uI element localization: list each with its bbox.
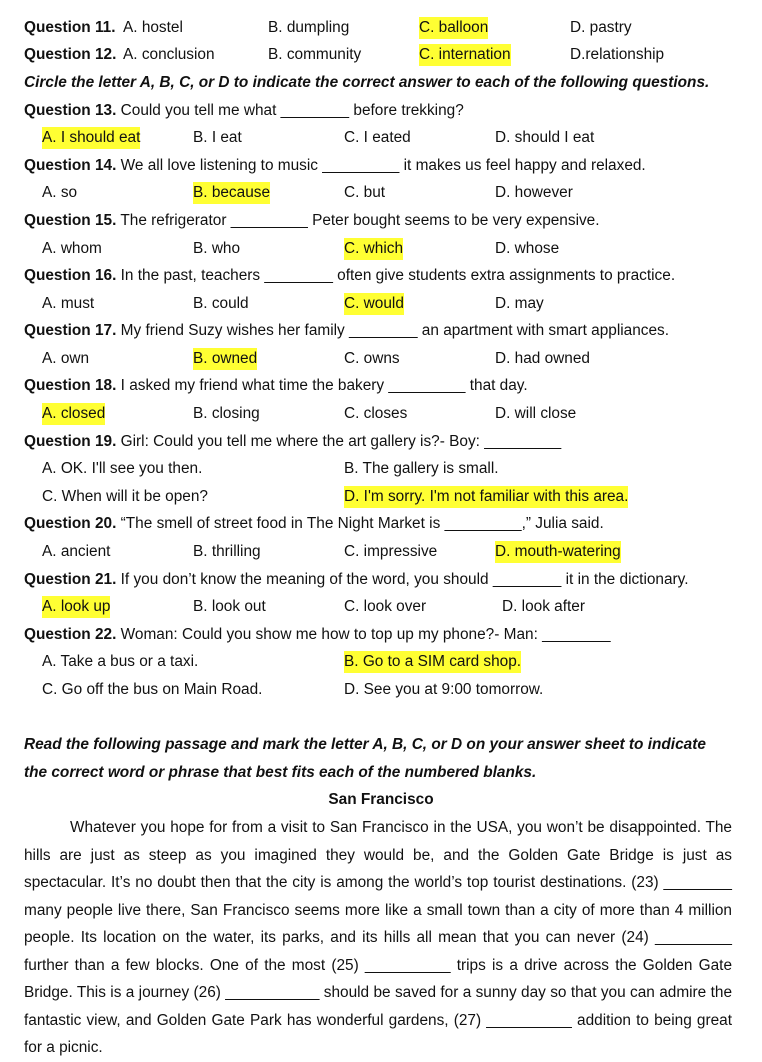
question-label: Question 19. bbox=[24, 433, 117, 450]
question-label: Question 11. bbox=[24, 19, 116, 36]
question-text: an apartment with smart appliances. bbox=[421, 322, 670, 339]
passage-body bbox=[24, 814, 732, 1062]
option-c-highlighted: C. balloon bbox=[419, 17, 488, 39]
question-19-stem bbox=[24, 431, 561, 453]
option-c-highlighted: C. internation bbox=[419, 44, 511, 66]
option-d: D. however bbox=[495, 184, 573, 201]
question-label: Question 17. bbox=[24, 322, 117, 339]
option-d: D. should I eat bbox=[495, 129, 595, 146]
instruction-passage-line-2: the correct word or phrase that best fits each of the numbered blanks. bbox=[24, 764, 537, 781]
question-text: Girl: Could you tell me where the art gallery is?- Boy: bbox=[120, 433, 480, 450]
question-12-label-line bbox=[24, 44, 116, 66]
option-d: D. may bbox=[495, 295, 544, 312]
option-a-highlighted: A. look up bbox=[42, 596, 110, 618]
question-text: it in the dictionary. bbox=[565, 571, 689, 588]
option-d-highlighted: D. I'm sorry. I'm not familiar with this area. bbox=[344, 486, 628, 508]
answer-blank: ________ bbox=[280, 102, 350, 119]
option-a: A. whom bbox=[42, 240, 102, 257]
question-20-stem bbox=[24, 513, 604, 535]
answer-blank: _________ bbox=[388, 377, 466, 394]
answer-blank: ________ bbox=[264, 267, 333, 284]
option-d: D. whose bbox=[495, 240, 560, 257]
question-label: Question 12. bbox=[24, 46, 117, 63]
question-text: In the past, teachers bbox=[120, 267, 261, 284]
question-text: I asked my friend what time the bakery bbox=[120, 377, 385, 394]
question-text: “The smell of street food in The Night Market is bbox=[120, 515, 441, 532]
answer-blank: _________ bbox=[230, 212, 308, 229]
option-c: C. Go off the bus on Main Road. bbox=[42, 681, 263, 698]
option-d: D. look after bbox=[502, 598, 585, 615]
option-b-highlighted: B. owned bbox=[193, 348, 257, 370]
option-c: C. closes bbox=[344, 405, 408, 422]
question-label: Question 15. bbox=[24, 212, 117, 229]
passage-title: San Francisco bbox=[328, 791, 434, 808]
option-c: C. but bbox=[344, 184, 386, 201]
option-d: D. pastry bbox=[570, 19, 632, 36]
question-18-stem bbox=[24, 375, 528, 397]
option-a: A. Take a bus or a taxi. bbox=[42, 653, 199, 670]
question-label: Question 20. bbox=[24, 515, 117, 532]
question-label: Question 22. bbox=[24, 626, 117, 643]
question-13-stem bbox=[24, 100, 464, 122]
option-b: B. dumpling bbox=[268, 19, 350, 36]
option-d: D. will close bbox=[495, 405, 577, 422]
question-label: Question 14. bbox=[24, 157, 117, 174]
option-c: C. I eated bbox=[344, 129, 411, 146]
option-c: C. impressive bbox=[344, 543, 438, 560]
option-a-highlighted: A. closed bbox=[42, 403, 105, 425]
question-text: ,” Julia said. bbox=[521, 515, 604, 532]
question-text: that day. bbox=[469, 377, 528, 394]
option-d: D. See you at 9:00 tomorrow. bbox=[344, 681, 544, 698]
question-label: Question 13. bbox=[24, 102, 117, 119]
question-text: before trekking? bbox=[353, 102, 464, 119]
option-b: B. thrilling bbox=[193, 543, 261, 560]
option-c: C. owns bbox=[344, 350, 400, 367]
option-c: C. When will it be open? bbox=[42, 488, 208, 505]
question-text: it makes us feel happy and relaxed. bbox=[403, 157, 646, 174]
question-text: Peter bought seems to be very expensive. bbox=[312, 212, 600, 229]
answer-blank: ________ bbox=[492, 571, 562, 588]
question-text: If you don’t know the meaning of the word, you should bbox=[120, 571, 489, 588]
option-b: B. I eat bbox=[193, 129, 242, 146]
option-b: B. community bbox=[268, 46, 362, 63]
question-17-stem bbox=[24, 320, 669, 342]
question-text: The refrigerator bbox=[120, 212, 227, 229]
option-c-highlighted: C. which bbox=[344, 238, 403, 260]
question-text: Could you tell me what bbox=[120, 102, 277, 119]
option-a: A. conclusion bbox=[123, 46, 215, 63]
question-15-stem bbox=[24, 210, 600, 232]
option-d: D.relationship bbox=[570, 46, 665, 63]
question-11-label-line bbox=[24, 17, 116, 39]
question-label: Question 16. bbox=[24, 267, 117, 284]
option-d-highlighted: D. mouth-watering bbox=[495, 541, 621, 563]
option-b: B. look out bbox=[193, 598, 266, 615]
question-22-stem bbox=[24, 624, 611, 646]
question-label: Question 18. bbox=[24, 377, 117, 394]
question-label: Question 21. bbox=[24, 571, 117, 588]
question-text: We all love listening to music bbox=[120, 157, 318, 174]
answer-blank: _________ bbox=[444, 515, 522, 532]
option-a: A. so bbox=[42, 184, 78, 201]
question-21-stem bbox=[24, 569, 689, 591]
question-14-stem bbox=[24, 155, 646, 177]
answer-blank: _________ bbox=[322, 157, 400, 174]
option-b-highlighted: B. Go to a SIM card shop. bbox=[344, 651, 521, 673]
question-text: Woman: Could you show me how to top up my phone?- Man: bbox=[120, 626, 538, 643]
option-a: A. own bbox=[42, 350, 90, 367]
question-16-stem bbox=[24, 265, 675, 287]
option-b: B. who bbox=[193, 240, 241, 257]
answer-blank: _________ bbox=[484, 433, 562, 450]
option-c-highlighted: C. would bbox=[344, 293, 404, 315]
question-text: often give students extra assignments to practice. bbox=[337, 267, 676, 284]
option-a: A. ancient bbox=[42, 543, 111, 560]
option-a: A. OK. I'll see you then. bbox=[42, 460, 203, 477]
option-a: A. must bbox=[42, 295, 95, 312]
option-b: B. The gallery is small. bbox=[344, 460, 499, 477]
passage-text: Whatever you hope for from a visit to San Francisco in the USA, you won’t be disappointed. The hills are just as steep as you imagined they would be, and the Golden Gate Bridge is just as spectacular. It’s no doubt then that the city is among the world’s top tourist destinations. (23) ________ many people live there, San Francisco seems more like a small town than a city of more than 4 million people. Its location on the water, its parks, and its hills all mean that you can never (24) _________ further than a few blocks. One of the most (25) __________ trips is a drive across the Golden Gate Bridge. This is a journey (26) ___________ should be saved for a sunny day so that you can admire the fantastic view, and Golden Gate Park has wonderful gardens, (27) __________ addition to being great for a picnic. bbox=[24, 819, 732, 1056]
option-b: B. closing bbox=[193, 405, 260, 422]
answer-blank: ________ bbox=[349, 322, 418, 339]
question-text: My friend Suzy wishes her family bbox=[120, 322, 345, 339]
option-d: D. had owned bbox=[495, 350, 590, 367]
instruction-circle-letter: Circle the letter A, B, C, or D to indicate the correct answer to each of the following questions. bbox=[24, 74, 710, 91]
option-b-highlighted: B. because bbox=[193, 182, 270, 204]
option-b: B. could bbox=[193, 295, 249, 312]
option-a: A. hostel bbox=[123, 19, 183, 36]
instruction-passage-line-1: Read the following passage and mark the letter A, B, C, or D on your answer sheet to indicate bbox=[24, 736, 706, 753]
option-c: C. look over bbox=[344, 598, 427, 615]
answer-blank: ________ bbox=[542, 626, 611, 643]
option-a-highlighted: A. I should eat bbox=[42, 127, 140, 149]
